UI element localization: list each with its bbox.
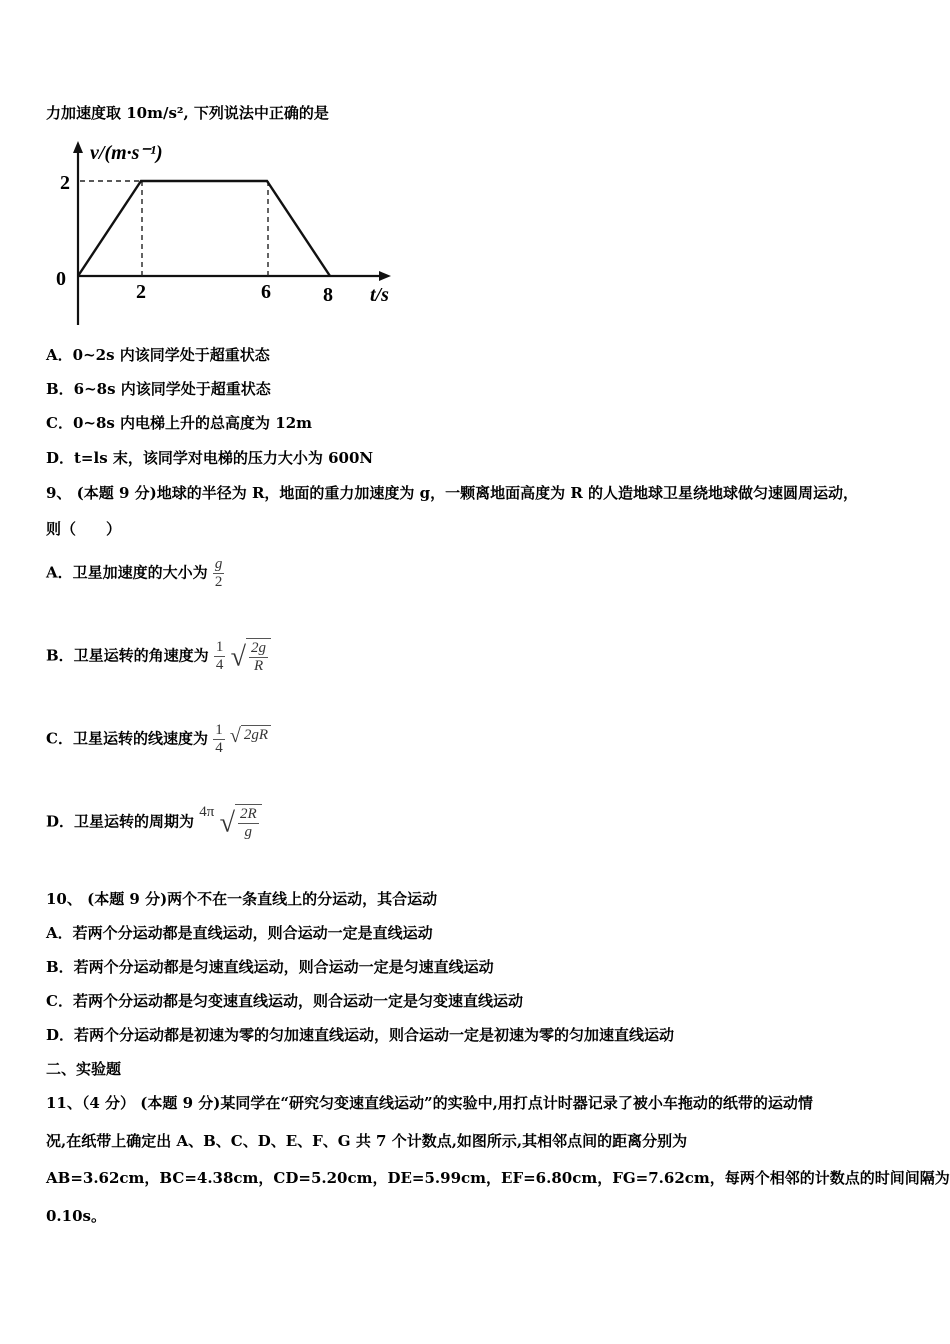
q11-line-3: AB=3.62cm，BC=4.38cm，CD=5.20cm，DE=5.99cm，EF=6.80cm，FG=7.62cm，每两个相邻的计数点的时间间隔为	[46, 1169, 950, 1187]
q11-line-2: 况,在纸带上确定出 A、B、C、D、E、F、G 共 7 个计数点,如图所示,其相邻点间的距离分别为	[46, 1132, 688, 1150]
sqrt-2gr: √ 2gR	[230, 722, 271, 750]
y-axis-arrow	[73, 141, 83, 153]
q10-option-d: D．若两个分运动都是初速为零的匀加速直线运动，则合运动一定是初速为零的匀加速直线运动	[46, 1026, 675, 1044]
y-axis-label: v/(m·s⁻¹)	[90, 142, 163, 164]
q8-option-c: C．0~8s 内电梯上升的总高度为 12m	[46, 414, 313, 432]
q9-stem: 9、 (本题 9 分)地球的半径为 R，地面的重力加速度为 g，一颗离地面高度为 R 的人造地球卫星绕地球做匀速圆周运动，	[46, 484, 859, 502]
q10-option-a: A．若两个分运动都是直线运动，则合运动一定是直线运动	[46, 924, 433, 942]
sqrt-2r-over-g: √ $\frac{2R}{g}$	[220, 804, 262, 841]
origin-label: 0	[56, 268, 66, 290]
q8-option-d: D．t=ls 末，该同学对电梯的压力大小为 600N	[46, 449, 374, 467]
fraction-1-over-4: $\frac{1}{4}$	[215, 722, 223, 756]
q8-option-b: B．6~8s 内该同学处于超重状态	[46, 380, 271, 398]
q10-option-b: B．若两个分运动都是匀速直线运动，则合运动一定是匀速直线运动	[46, 958, 494, 976]
q11-line-1: 11、（4 分） (本题 9 分)某同学在“研究匀变速直线运动”的实验中,用打点计时器记录了被小车拖动的纸带的运动情	[46, 1094, 813, 1112]
x-tick-8: 8	[323, 284, 333, 306]
x-tick-2: 2	[136, 281, 146, 303]
q11-line-4: 0.10s。	[46, 1207, 106, 1225]
q8-option-a: A．0~2s 内该同学处于超重状态	[46, 346, 270, 364]
q10-stem: 10、 (本题 9 分)两个不在一条直线上的分运动，其合运动	[46, 890, 438, 908]
fraction-g-over-2: $\frac{g}{2}$	[214, 556, 223, 590]
q10-option-c: C．若两个分运动都是匀变速直线运动，则合运动一定是匀变速直线运动	[46, 992, 523, 1010]
sqrt-2g-over-r: √ $\frac{2g}{R}$	[231, 638, 271, 675]
q9-option-c: C．卫星运转的线速度为 $\frac{1}{4}$ √ 2gR	[46, 722, 271, 757]
q9-option-a: A．卫星加速度的大小为 $\frac{g}{2}$	[46, 556, 223, 590]
vt-series-line	[78, 181, 330, 276]
q9-stem-2: 则（ ）	[46, 520, 122, 538]
q8-intro: 力加速度取 10m/s², 下列说法中正确的是	[46, 104, 329, 122]
fraction-1-over-4: $\frac{1}{4}$	[215, 639, 224, 673]
x-tick-6: 6	[261, 281, 271, 303]
y-tick-2: 2	[60, 172, 70, 194]
vt-graph	[50, 135, 410, 335]
section-experiment-heading: 二、实验题	[46, 1060, 122, 1078]
q9-option-b: B．卫星运转的角速度为 $\frac{1}{4}$ √ $\frac{2g}{R}$	[46, 638, 271, 675]
x-axis-label: t/s	[370, 284, 389, 306]
x-axis-arrow	[379, 271, 391, 281]
q9-option-d: D．卫星运转的周期为 4π √ $\frac{2R}{g}$	[46, 804, 262, 841]
